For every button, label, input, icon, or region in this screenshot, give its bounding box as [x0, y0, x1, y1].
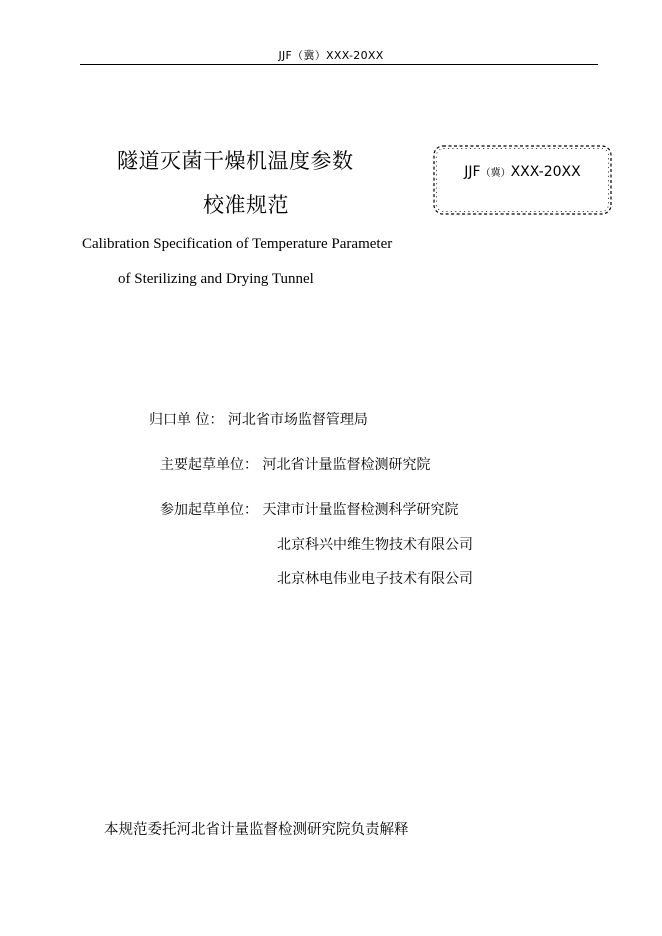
participating-unit-row	[160, 499, 458, 519]
stamp-code	[431, 164, 614, 180]
centralized-unit-label: 归口单 位：	[149, 412, 224, 428]
document-title-line2: 校准规范	[203, 193, 289, 217]
centralized-unit-row	[149, 409, 368, 429]
participating-unit-value: 天津市计量监督检测科学研究院	[262, 502, 459, 518]
centralized-unit-value: 河北省市场监督管理局	[227, 412, 368, 428]
participating-unit-value: 北京科兴中维生物技术有限公司	[277, 537, 473, 553]
main-drafting-unit-value: 河北省计量监督检测研究院	[262, 457, 431, 473]
main-drafting-unit-row	[160, 454, 430, 474]
stamp-middle: （冀）	[480, 168, 511, 179]
participating-unit-value: 北京林电伟业电子技术有限公司	[277, 571, 473, 587]
english-title-line1: Calibration Specification of Temperature Parameter	[82, 236, 393, 252]
header-rule	[80, 64, 598, 65]
stamp-border	[431, 143, 614, 217]
running-header: JJF（冀）XXX-20XX	[278, 49, 384, 62]
stamp-suffix: XXX-20XX	[510, 164, 581, 180]
stamp-prefix: JJF	[464, 164, 481, 180]
interpretation-note: 本规范委托河北省计量监督检测研究院负责解释	[104, 822, 409, 838]
code-stamp-box	[431, 143, 614, 217]
participating-unit-label: 参加起草单位：	[160, 502, 258, 518]
main-drafting-unit-label: 主要起草单位：	[160, 457, 258, 473]
english-title-line2: of Sterilizing and Drying Tunnel	[118, 271, 314, 287]
document-title-line1: 隧道灭菌干燥机温度参数	[117, 149, 354, 173]
